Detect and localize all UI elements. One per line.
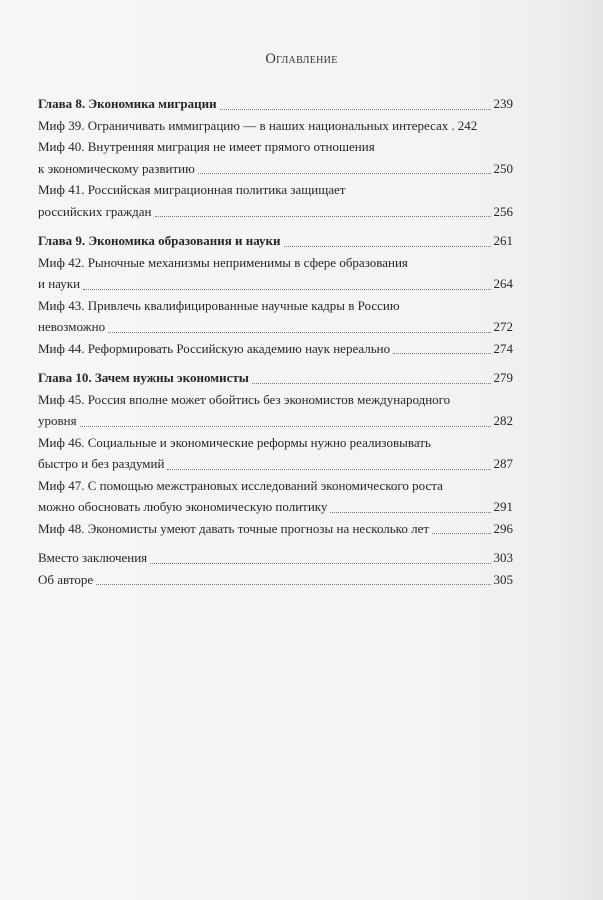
toc-entry-myth-41: [38, 179, 513, 222]
toc-entry-title: Об авторе: [38, 571, 94, 587]
toc-page-number: 264: [493, 276, 513, 291]
toc-entry-title-line: российских граждан: [38, 203, 152, 219]
dot-leader: [83, 288, 490, 290]
toc-entry-title: Глава 8. Экономика миграции: [38, 96, 217, 111]
toc-entry-title-line: Миф 41. Российская миграционная политика защищает: [38, 182, 346, 197]
toc-page-number: 303: [493, 550, 513, 565]
dot-leader: [150, 562, 490, 564]
toc-page-number: 305: [493, 571, 513, 587]
toc-entry-title: Миф 44. Реформировать Российскую академию наук нереально: [38, 340, 391, 356]
toc-page-number: 274: [493, 340, 513, 356]
table-of-contents: [38, 93, 513, 590]
toc-entry-title-line: уровня: [38, 413, 77, 428]
dot-leader: [284, 245, 491, 247]
toc-entry-myth-40: [38, 136, 513, 179]
dot-leader: [108, 331, 490, 333]
dot-leader: [330, 511, 490, 513]
toc-entry-title-line: и науки: [38, 276, 81, 291]
toc-entry-chapter-10: [38, 367, 513, 389]
toc-entry-title-line: Миф 47. С помощью межстрановых исследований экономического роста: [38, 477, 443, 493]
toc-entry-myth-42: [38, 252, 513, 295]
toc-entry-chapter-8: [38, 93, 513, 115]
page-title: Оглавление: [265, 51, 338, 67]
dot-leader: [393, 352, 490, 354]
toc-entry-title-line: быстро и без раздумий: [38, 456, 165, 471]
toc-entry-title: Вместо заключения: [38, 550, 148, 565]
dot-leader: [96, 583, 490, 585]
dot-leader: [220, 108, 491, 110]
toc-entry-myth-47: [38, 475, 513, 518]
toc-entry-myth-43: [38, 295, 513, 338]
toc-entry-title-line: невозможно: [38, 319, 106, 334]
toc-entry-myth-48: [38, 518, 513, 540]
dot-leader: [198, 172, 491, 174]
toc-entry-title-line: Миф 43. Привлечь квалифицированные научные кадры в Россию: [38, 297, 400, 313]
toc-entry-title-line: можно обосновать любую экономическую политику: [38, 499, 328, 514]
toc-entry-title: Глава 9. Экономика образования и науки: [38, 233, 281, 248]
toc-page-number: 242: [457, 117, 478, 133]
toc-page-number: 256: [493, 203, 513, 219]
toc-entry-title-line: Миф 45. Россия вполне может обойтись без экономистов международного: [38, 391, 451, 407]
toc-page-number: 291: [493, 499, 513, 514]
toc-entry-title-line: Миф 42. Рыночные механизмы неприменимы в сфере образования: [38, 254, 408, 270]
toc-page-number: 279: [493, 370, 513, 385]
toc-entry-title: Миф 39. Ограничивать иммиграцию — в наших национальных интересах .: [38, 117, 455, 133]
toc-entry-myth-39: [38, 115, 513, 137]
toc-entry-title-line: Миф 40. Внутренняя миграция не имеет прямого отношения: [38, 139, 375, 154]
toc-page-number: 250: [493, 160, 513, 176]
toc-entry-title: Глава 10. Зачем нужны экономисты: [38, 370, 249, 385]
toc-page-number: 239: [493, 96, 513, 111]
toc-page-number: 261: [493, 233, 513, 248]
toc-entry-title: Миф 48. Экономисты умеют давать точные прогнозы на несколько лет: [38, 520, 430, 536]
toc-entry-about-author: [38, 569, 513, 591]
toc-entry-myth-44: [38, 338, 513, 360]
toc-entry-myth-45: [38, 389, 513, 432]
toc-entry-conclusion: [38, 547, 513, 569]
toc-page-number: 296: [493, 520, 513, 536]
toc-entry-myth-46: [38, 432, 513, 475]
dot-leader: [252, 382, 491, 384]
toc-entry-title-line: к экономическому развитию: [38, 160, 195, 176]
toc-entry-chapter-9: [38, 230, 513, 252]
toc-page-number: 282: [493, 413, 513, 428]
dot-leader: [80, 425, 491, 427]
toc-entry-title-line: Миф 46. Социальные и экономические реформы нужно реализовывать: [38, 434, 431, 450]
dot-leader: [432, 532, 490, 534]
toc-page-number: 272: [493, 319, 513, 334]
dot-leader: [155, 215, 491, 217]
dot-leader: [167, 468, 490, 470]
toc-page-number: 287: [493, 456, 513, 471]
